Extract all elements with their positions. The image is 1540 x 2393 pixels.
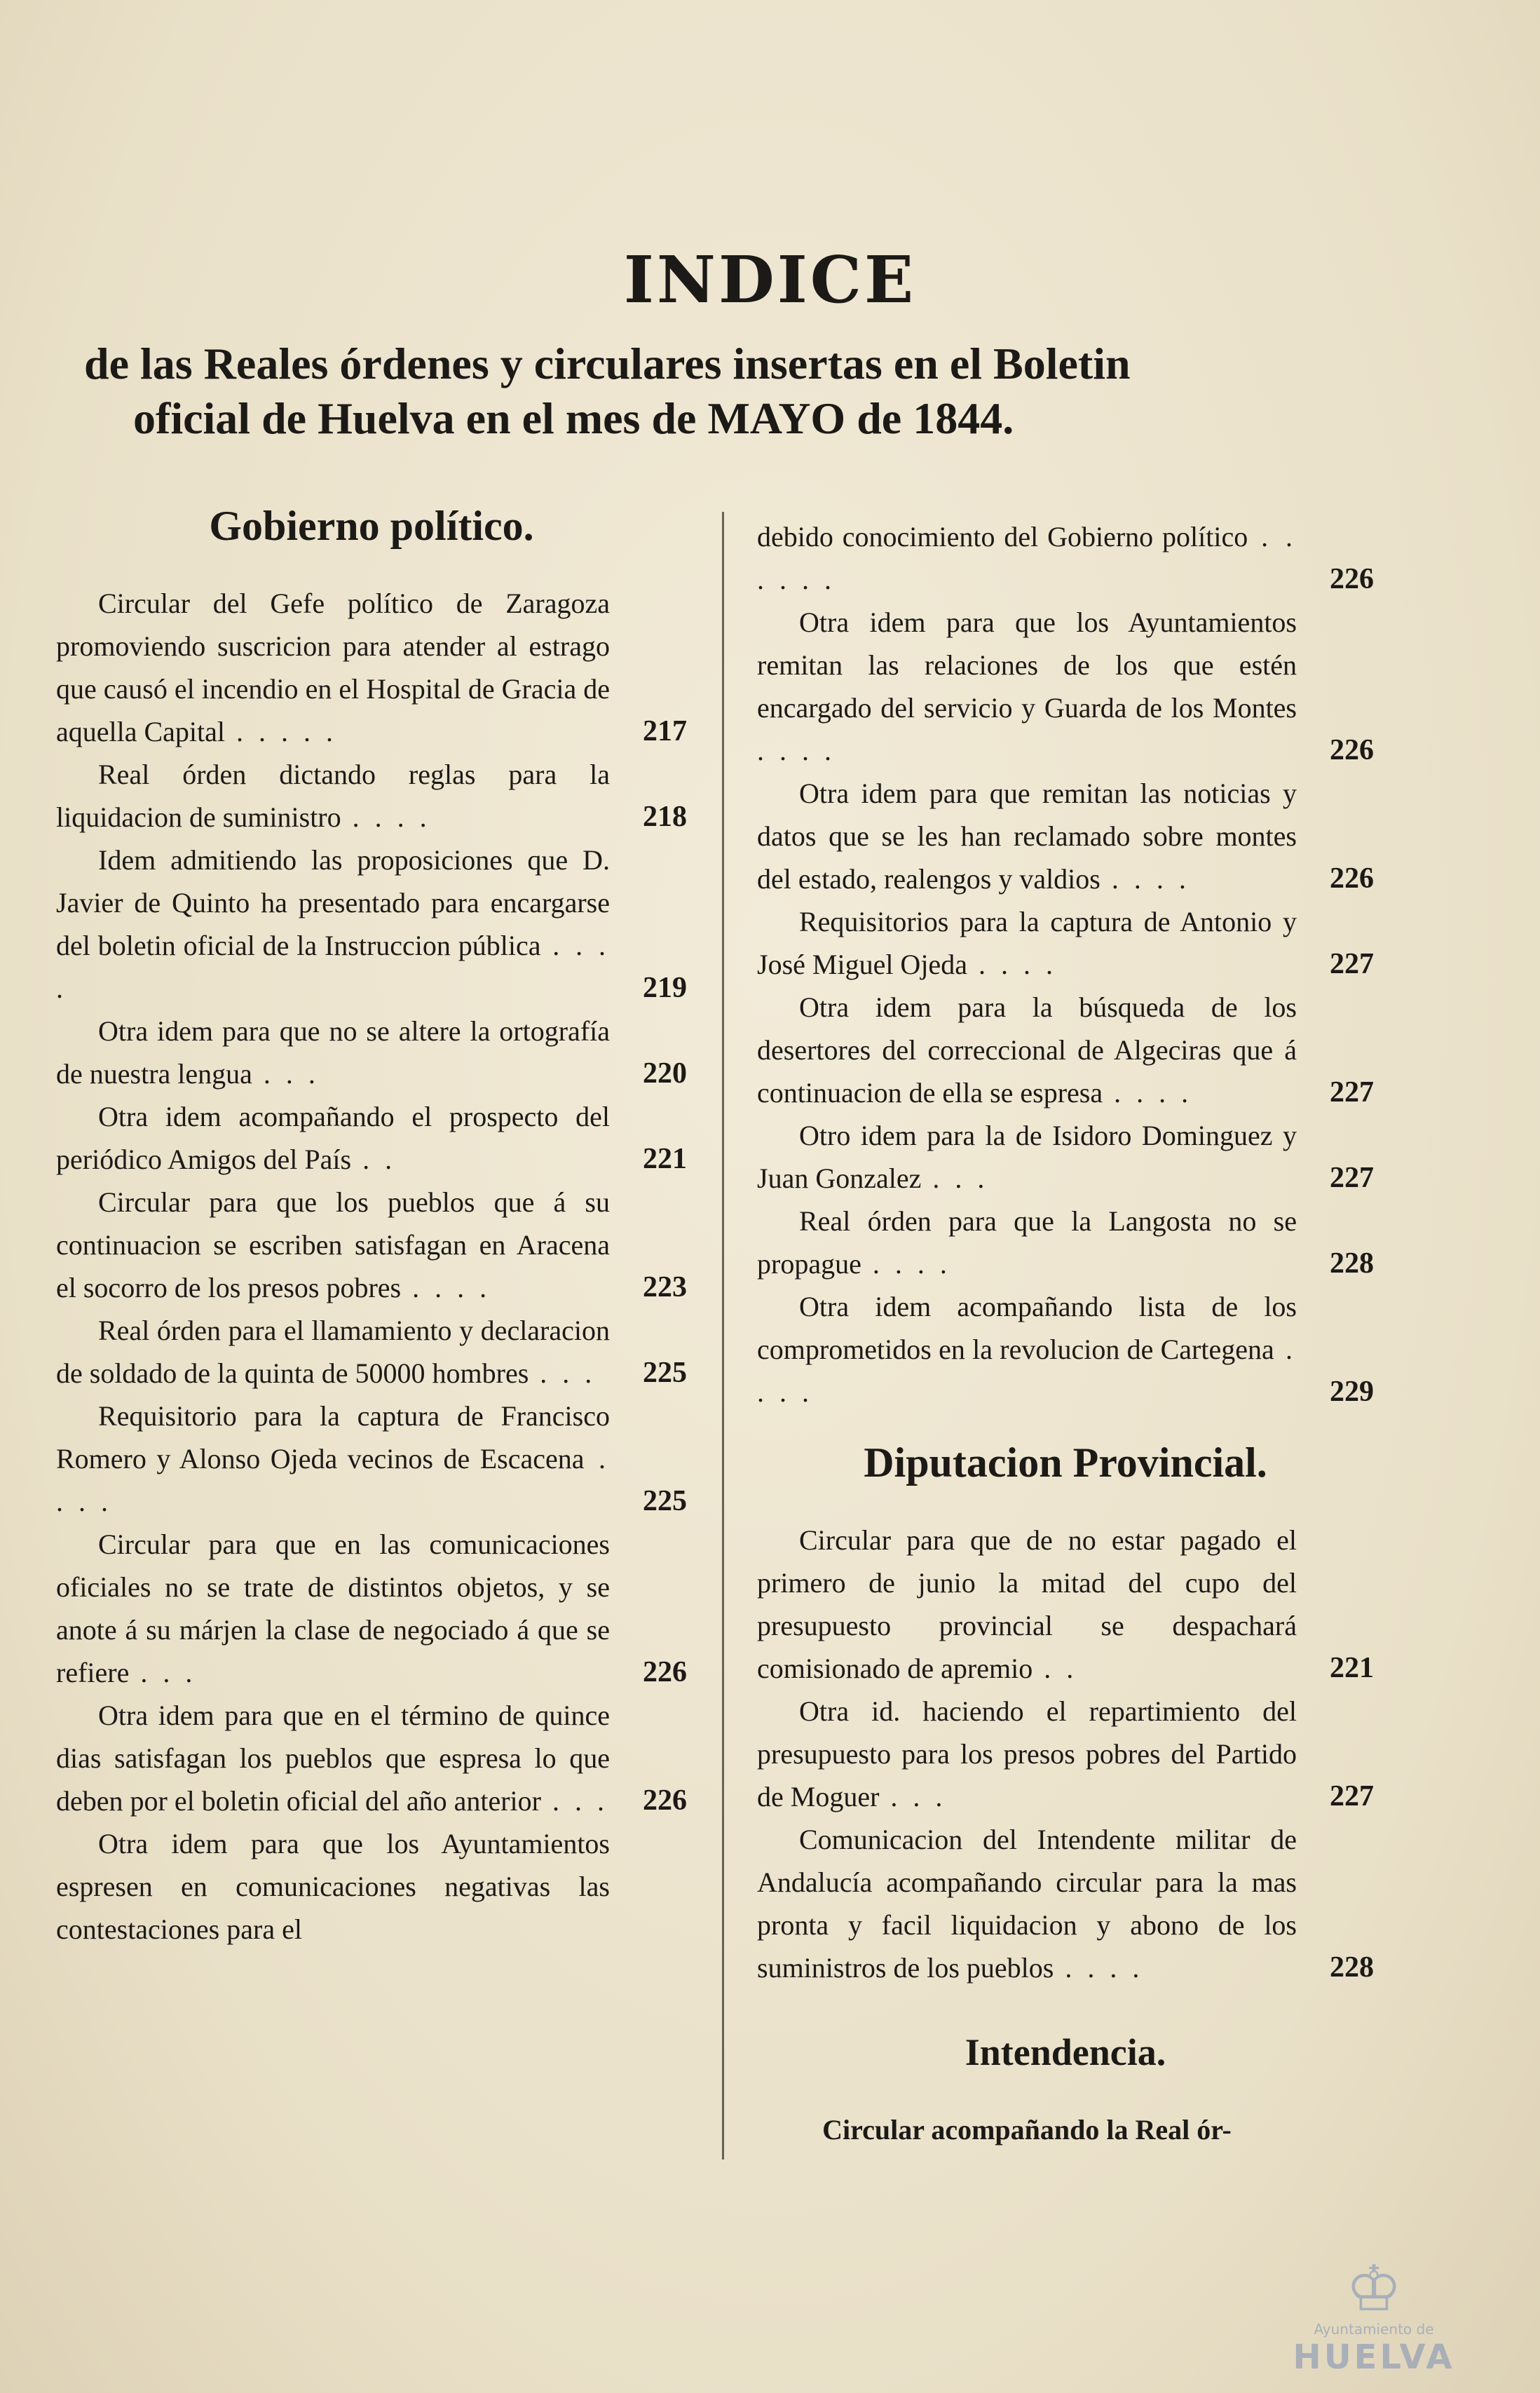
leader-dots: . . . .	[56, 930, 610, 1004]
index-entry-continued	[757, 515, 1374, 601]
leader-dots: . . .	[879, 1781, 947, 1812]
entry-text: Otra idem para que en el término de quince dias satisfagan los pueblos que espresa lo que deben por el boletin oficial del año anterior	[56, 1700, 610, 1817]
section-heading-gobierno: Gobierno político.	[209, 503, 534, 549]
index-entry	[757, 1114, 1374, 1200]
page-number: 227	[1330, 1076, 1374, 1109]
crown-shield-icon: ♔	[1345, 2252, 1403, 2326]
index-entry	[757, 1285, 1374, 1414]
leader-dots: . . . .	[757, 1334, 1297, 1408]
index-entry	[757, 601, 1374, 772]
index-entry	[757, 986, 1374, 1114]
page-number: 223	[643, 1271, 687, 1303]
section-heading-diputacion: Diputacion Provincial.	[864, 1439, 1267, 1486]
leader-dots: . . . . .	[225, 716, 338, 747]
leader-dots: . . . .	[1103, 1077, 1193, 1109]
entry-text: Real órden dictando reglas para la liquidacion de suministro	[56, 759, 610, 833]
page-number: 226	[643, 1784, 687, 1817]
watermark-line-2: HUELVA	[1293, 2338, 1455, 2377]
index-entry	[757, 1818, 1374, 1989]
entry-text: Requisitorios para la captura de Antonio y José Miguel Ojeda	[757, 906, 1297, 980]
index-entry	[56, 1822, 687, 1951]
index-entry	[56, 1309, 687, 1395]
archive-watermark	[1248, 2252, 1500, 2377]
leader-dots: . . . .	[1054, 1952, 1144, 1984]
page-number: 227	[1330, 1162, 1374, 1194]
index-entry	[757, 900, 1374, 986]
page-number: 225	[643, 1485, 687, 1517]
entry-text: Otra idem acompañando el prospecto del periódico Amigos del País	[56, 1101, 610, 1175]
entry-text: Otra idem para que los Ayuntamientos remitan las relaciones de los que estén encargado del servicio y Guarda de los Montes	[757, 606, 1297, 724]
page-number: 229	[1330, 1376, 1374, 1408]
index-entry	[56, 1010, 687, 1095]
page-number: 219	[643, 972, 687, 1004]
entry-text: Otra idem para que los Ayuntamientos espresen en comunicaciones negativas las contestaciones para el	[56, 1828, 610, 1945]
leader-dots: . . .	[129, 1657, 197, 1688]
entry-text: Requisitorio para la captura de Francisco Romero y Alonso Ojeda vecinos de Escacena	[56, 1400, 610, 1475]
left-column	[56, 491, 687, 1951]
section-heading-intendencia: Intendencia.	[965, 2031, 1166, 2073]
page-number: 226	[1330, 734, 1374, 766]
index-entry	[757, 772, 1374, 900]
entry-text: Otra idem acompañando lista de los comprometidos en la revolucion de Cartegena	[757, 1291, 1297, 1365]
index-entry	[56, 839, 687, 1010]
right-column	[757, 515, 1374, 2151]
page-number: 226	[643, 1656, 687, 1688]
page-number: 228	[1330, 1951, 1374, 1984]
entry-text: debido conocimiento del Gobierno político	[757, 521, 1248, 553]
page-number: 226	[1330, 563, 1374, 595]
page-number: 218	[643, 801, 687, 833]
subtitle-line-2: oficial de Huelva en el mes de MAYO de 1844.	[133, 393, 1014, 443]
entry-text: Real órden para que la Langosta no se propague	[757, 1205, 1297, 1280]
entry-text: Comunicacion del Intendente militar de Andalucía acompañando circular para la mas pronta y facil liquidacion y abono de los suministros de los pueblos	[757, 1824, 1297, 1984]
subtitle-line-1: de las Reales órdenes y circulares insertas en el Boletin	[84, 339, 1131, 388]
leader-dots: . . .	[921, 1162, 989, 1194]
leader-dots: . . . . . .	[757, 521, 1297, 595]
page-number: 220	[643, 1057, 687, 1090]
index-entry	[56, 753, 687, 839]
entry-text: Real órden para el llamamiento y declaracion de soldado de la quinta de 50000 hombres	[56, 1315, 610, 1389]
entry-text: Otra idem para que no se altere la ortografía de nuestra lengua	[56, 1015, 610, 1090]
watermark-line-1: Ayuntamiento de	[1314, 2321, 1434, 2338]
leader-dots: . . .	[529, 1357, 597, 1389]
index-entry	[56, 1095, 687, 1181]
page-subtitle	[84, 337, 1416, 446]
leader-dots: . . . .	[401, 1272, 491, 1303]
leader-dots: . .	[351, 1144, 397, 1175]
page-number: 221	[1330, 1652, 1374, 1684]
entry-text: Otra id. haciendo el repartimiento del presupuesto para los presos pobres del Partido de Moguer	[757, 1695, 1297, 1812]
index-entry	[56, 1395, 687, 1523]
leader-dots: . . . .	[967, 949, 1057, 980]
page-number: 225	[643, 1357, 687, 1389]
entry-text: Circular para que los pueblos que á su continuacion se escriben satisfagan en Aracena el socorro de los presos pobres	[56, 1186, 610, 1303]
leader-dots: . .	[1033, 1653, 1078, 1684]
entry-text: Circular para que de no estar pagado el primero de junio la mitad del cupo del presupuesto provincial se despachará comisionado de apremio	[757, 1524, 1297, 1684]
index-entry-partial: Circular acompañando la Real ór-	[822, 2114, 1232, 2145]
page-number: 227	[1330, 948, 1374, 980]
index-entry	[56, 1181, 687, 1309]
index-entry	[56, 1523, 687, 1694]
index-entry	[757, 1690, 1374, 1818]
page-number: 217	[643, 715, 687, 747]
leader-dots: . . . .	[1100, 863, 1190, 895]
column-divider	[722, 512, 724, 2160]
page-title: INDICE	[623, 242, 917, 318]
leader-dots: . . . .	[56, 1443, 611, 1517]
leader-dots: . . . .	[341, 801, 431, 833]
leader-dots: . . . .	[757, 735, 836, 766]
index-entry	[757, 1200, 1374, 1285]
entry-text: Otra idem para la búsqueda de los desertores del correccional de Algeciras que á continuacion de ella se espresa	[757, 991, 1297, 1109]
page-number: 221	[643, 1143, 687, 1175]
entry-text: Circular del Gefe político de Zaragoza promoviendo suscricion para atender al estrago que causó el incendio en el Hospital de Gracia de aquella Capital	[56, 588, 610, 747]
index-entry	[56, 1694, 687, 1822]
page-number: 227	[1330, 1780, 1374, 1812]
page-number: 226	[1330, 862, 1374, 895]
entry-text: Otro idem para la de Isidoro Dominguez y Juan Gonzalez	[757, 1120, 1297, 1194]
leader-dots: . . .	[252, 1058, 320, 1090]
entry-text: Idem admitiendo las proposiciones que D. Javier de Quinto ha presentado para encargarse del boletin oficial de la Instruccion pública	[56, 844, 610, 961]
entry-text: Circular para que en las comunicaciones oficiales no se trate de distintos objetos, y se anote á su márjen la clase de negociado á que se refiere	[56, 1528, 610, 1688]
index-entry	[757, 1519, 1374, 1690]
leader-dots: . . . .	[861, 1248, 951, 1280]
page-number: 228	[1330, 1247, 1374, 1280]
index-entry	[56, 582, 687, 753]
leader-dots: . . .	[540, 1785, 608, 1817]
entry-text: Otra idem para que remitan las noticias y datos que se les han reclamado sobre montes del estado, realengos y valdios	[757, 778, 1297, 895]
